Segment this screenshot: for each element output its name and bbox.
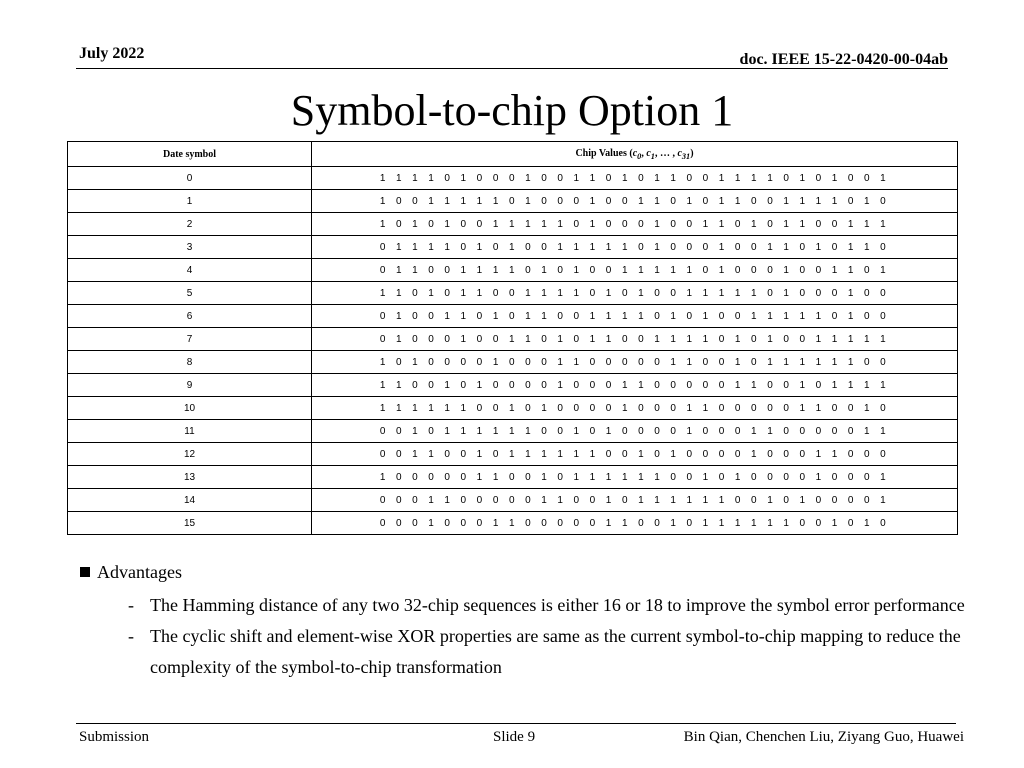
table-row [68, 236, 958, 259]
chip-values-cell: 0 1 0 0 1 1 0 1 0 1 1 0 0 1 1 1 1 0 1 0 1 0 0 1 1 1 1 1 0 1 0 0 [312, 305, 958, 328]
chip-header-prefix: Chip Values ( [575, 147, 633, 159]
symbol-cell: 9 [68, 374, 312, 397]
chip-values-cell: 1 1 1 1 0 1 0 0 0 1 0 0 1 1 0 1 0 1 1 0 0 1 1 1 1 0 1 0 1 0 0 1 [312, 167, 958, 190]
header-date: July 2022 [79, 45, 145, 62]
table-row [68, 420, 958, 443]
table-row [68, 167, 958, 190]
table-header-row [68, 142, 958, 167]
table-row [68, 374, 958, 397]
chip-header-c31-sub: 31 [681, 151, 691, 161]
chip-header-c1: c [646, 147, 651, 159]
symbol-chip-table [67, 141, 958, 535]
dash-bullet: - [128, 595, 134, 615]
symbol-cell: 13 [68, 466, 312, 489]
advantage-text: The cyclic shift and element-wise XOR properties are same as the current symbol-to-chip mapping to reduce the complexity of the symbol-to-chip transformation [150, 626, 961, 677]
symbol-cell: 4 [68, 259, 312, 282]
advantages-list [128, 590, 968, 683]
table-row [68, 351, 958, 374]
symbol-cell: 3 [68, 236, 312, 259]
column-header-chip-values [312, 142, 958, 167]
symbol-cell: 2 [68, 213, 312, 236]
chip-header-c1-sub: 1 [650, 151, 655, 161]
chip-header-suffix: ) [690, 147, 694, 159]
chip-header-c0: c [632, 147, 638, 159]
header-doc-id: doc. IEEE 15-22-0420-00-04ab [739, 51, 948, 68]
chip-header-c31: c [677, 147, 682, 159]
chip-values-cell: 1 1 1 1 1 1 0 0 1 0 1 0 0 0 0 1 0 0 0 1 1 0 0 0 0 0 1 1 0 0 1 0 [312, 397, 958, 420]
chip-values-cell: 1 0 0 0 0 0 1 1 0 0 1 0 1 1 1 1 1 1 0 0 1 0 1 0 0 0 0 1 0 0 0 1 [312, 466, 958, 489]
table-row [68, 213, 958, 236]
square-bullet-icon [80, 567, 90, 577]
chip-header-c0-sub: 0 [637, 151, 642, 161]
slide-title: Symbol-to-chip Option 1 [290, 86, 734, 135]
chip-header-comma: , [641, 147, 647, 159]
list-item [128, 621, 968, 683]
table-row [68, 190, 958, 213]
chip-values-cell: 1 0 1 0 0 0 0 1 0 0 0 1 1 0 0 0 0 0 1 1 0 0 1 0 1 1 1 1 1 1 0 0 [312, 351, 958, 374]
chip-values-cell: 0 1 1 0 0 1 1 1 1 0 1 0 1 0 0 1 1 1 1 1 0 1 0 0 0 1 0 0 1 1 0 1 [312, 259, 958, 282]
symbol-cell: 10 [68, 397, 312, 420]
list-item [128, 590, 968, 621]
dash-bullet: - [128, 626, 134, 646]
chip-values-cell: 0 0 0 1 0 0 0 1 1 0 0 0 0 0 1 1 0 0 1 0 1 1 1 1 1 1 0 0 1 0 1 0 [312, 512, 958, 535]
chip-values-cell: 0 1 0 0 0 1 0 0 1 1 0 1 0 1 1 0 0 1 1 1 1 0 1 0 1 0 0 1 1 1 1 1 [312, 328, 958, 351]
table-row [68, 259, 958, 282]
footer-submission: Submission [79, 729, 150, 745]
symbol-cell: 7 [68, 328, 312, 351]
header-divider [76, 68, 948, 69]
chip-header-dots: , … , [654, 147, 678, 159]
advantage-text: The Hamming distance of any two 32-chip sequences is either 16 or 18 to improve the symbol error performance [150, 595, 965, 615]
chip-values-cell: 0 0 1 1 0 0 1 0 1 1 1 1 1 1 0 0 1 0 1 0 0 0 0 1 0 0 0 1 1 0 0 0 [312, 443, 958, 466]
table-row [68, 305, 958, 328]
chip-values-cell: 1 1 0 0 1 0 1 0 0 0 0 1 0 0 0 1 1 0 0 0 0 0 1 1 0 0 1 0 1 1 1 1 [312, 374, 958, 397]
symbol-cell: 14 [68, 489, 312, 512]
advantages-heading-text: Advantages [97, 562, 182, 582]
column-header-symbol: Date symbol [68, 142, 312, 167]
footer-divider [76, 723, 956, 724]
chip-values-cell: 1 0 0 1 1 1 1 1 0 1 0 0 0 1 0 0 1 1 0 1 0 1 1 0 0 1 1 1 1 0 1 0 [312, 190, 958, 213]
symbol-cell: 11 [68, 420, 312, 443]
table-row [68, 328, 958, 351]
symbol-cell: 5 [68, 282, 312, 305]
symbol-cell: 0 [68, 167, 312, 190]
chip-values-cell: 0 1 1 1 1 0 1 0 1 0 0 1 1 1 1 1 0 1 0 0 0 1 0 0 1 1 0 1 0 1 1 0 [312, 236, 958, 259]
table-row [68, 397, 958, 420]
footer-authors: Bin Qian, Chenchen Liu, Ziyang Guo, Huawei [683, 729, 964, 745]
table-row [68, 466, 958, 489]
chip-values-cell: 0 0 0 1 1 0 0 0 0 0 1 1 0 0 1 0 1 1 1 1 1 1 0 0 1 0 1 0 0 0 0 1 [312, 489, 958, 512]
symbol-cell: 12 [68, 443, 312, 466]
chip-values-cell: 1 1 0 1 0 1 1 0 0 1 1 1 1 0 1 0 1 0 0 1 1 1 1 1 0 1 0 0 0 1 0 0 [312, 282, 958, 305]
table-row [68, 512, 958, 535]
table-row [68, 282, 958, 305]
symbol-cell: 8 [68, 351, 312, 374]
advantages-heading [80, 560, 182, 584]
table-row [68, 443, 958, 466]
symbol-cell: 15 [68, 512, 312, 535]
chip-values-cell: 0 0 1 0 1 1 1 1 1 1 0 0 1 0 1 0 0 0 0 1 0 0 0 1 1 0 0 0 0 0 1 1 [312, 420, 958, 443]
footer-slide-number: Slide 9 [493, 729, 536, 745]
symbol-cell: 1 [68, 190, 312, 213]
symbol-cell: 6 [68, 305, 312, 328]
chip-values-cell: 1 0 1 0 1 0 0 1 1 1 1 1 0 1 0 0 0 1 0 0 1 1 0 1 0 1 1 0 0 1 1 1 [312, 213, 958, 236]
table-row [68, 489, 958, 512]
